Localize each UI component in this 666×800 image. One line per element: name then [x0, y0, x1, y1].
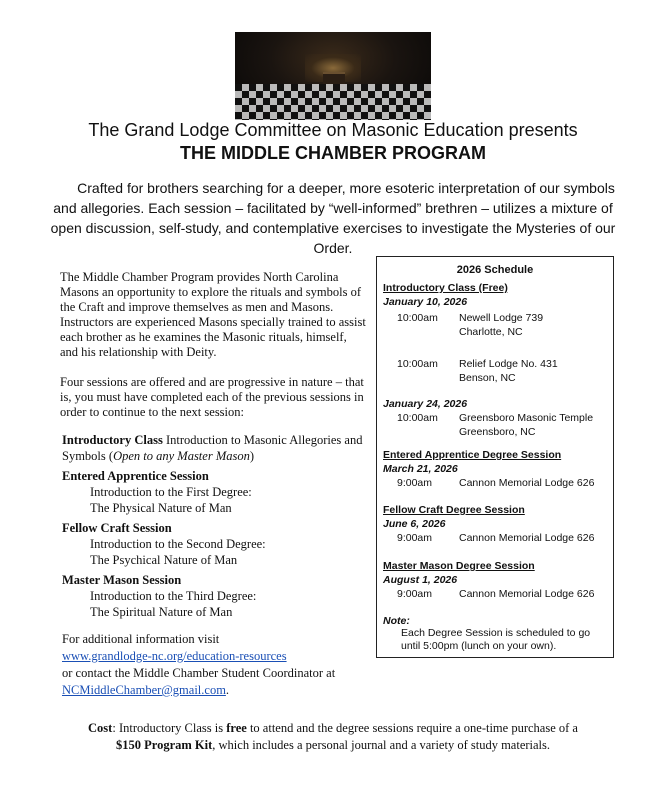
website-link[interactable]: www.grandlodge-nc.org/education-resources [62, 649, 287, 663]
contact-line: For additional information visit [62, 632, 220, 646]
cost-free: free [226, 721, 247, 735]
schedule-time: 9:00am [397, 532, 433, 544]
session-name: Entered Apprentice Session [62, 469, 209, 483]
cost-label: Cost [88, 721, 113, 735]
session-line: The Psychical Nature of Man [90, 553, 238, 567]
schedule-time: 10:00am [397, 358, 438, 370]
schedule-city: Greensboro, NC [459, 426, 536, 438]
schedule-location: Newell Lodge 739 [459, 312, 544, 324]
schedule-box [376, 256, 614, 658]
schedule-time: 10:00am [397, 412, 438, 424]
session-master-mason [62, 572, 372, 620]
email-suffix: . [225, 683, 230, 697]
schedule-time: 9:00am [397, 477, 433, 489]
cost-text: to attend and the degree sessions require a one-time purchase of a [246, 721, 578, 735]
session-line: The Spiritual Nature of Man [90, 605, 233, 619]
session-line: The Physical Nature of Man [90, 501, 232, 515]
intro-text: Crafted for brothers searching for a deeper, more esoteric interpretation of our symbols and allegories. Each session – facilitated by “well-informed” brethren – utilizes a mixture of open discussion, self-study, and contemplative exercises to investigate the Mysteries of our Order. [50, 180, 616, 256]
session-close: ) [249, 449, 255, 463]
session-name: Master Mason Session [62, 573, 182, 587]
schedule-date: January 24, 2026 [383, 398, 468, 410]
schedule-location: Cannon Memorial Lodge 626 [459, 532, 595, 544]
note-text: Each Degree Session is scheduled to go until 5:00pm (lunch on your own). [401, 627, 591, 652]
schedule-master-mason [383, 559, 609, 601]
session-fellow-craft [62, 520, 372, 568]
schedule-location: Relief Lodge No. 431 [459, 358, 558, 370]
schedule-date: March 21, 2026 [383, 463, 458, 475]
cost-text: : Introductory Class is [112, 721, 227, 735]
contact-info [62, 631, 382, 699]
session-name: Introductory Class [62, 433, 163, 447]
program-description [60, 270, 366, 420]
schedule-location: Cannon Memorial Lodge 626 [459, 588, 595, 600]
description-paragraph-2: Four sessions are offered and are progressive in nature – that is, you must have completed each of the previous sessions in order to continue to the next session: [60, 375, 364, 419]
session-line: Introduction to the Third Degree: [90, 589, 257, 603]
schedule-location: Greensboro Masonic Temple [459, 412, 594, 424]
description-paragraph-1: The Middle Chamber Program provides North Carolina Masons an opportunity to explore the rituals and symbols of the Craft and improve themselves as men and Masons. Instructors are experienced Masons specially trained to assist each brother as he examines the Masonic rituals, himself, and his relationship with Deity. [60, 270, 366, 359]
contact-line: or contact the Middle Chamber Student Coordinator at [62, 666, 336, 680]
session-line: Introduction to the First Degree: [90, 485, 252, 499]
note-label: Note: [383, 615, 410, 627]
schedule-date: August 1, 2026 [383, 574, 458, 586]
hero-image [235, 32, 431, 120]
intro-paragraph [50, 178, 616, 258]
schedule-heading: Master Mason Degree Session [383, 560, 535, 572]
session-introductory [62, 432, 372, 464]
cost-kit: $150 Program Kit [115, 738, 213, 752]
schedule-heading: Fellow Craft Degree Session [383, 504, 525, 516]
schedule-entered-apprentice [383, 448, 609, 490]
cost-paragraph [40, 720, 626, 754]
schedule-heading: Introductory Class (Free) [383, 282, 508, 294]
page-title: THE MIDDLE CHAMBER PROGRAM [180, 143, 486, 163]
session-name: Fellow Craft Session [62, 521, 172, 535]
sessions-list [62, 432, 372, 624]
schedule-date: June 6, 2026 [383, 518, 446, 530]
schedule-heading: Entered Apprentice Degree Session [383, 449, 562, 461]
schedule-introductory [383, 281, 609, 439]
schedule-note [383, 615, 609, 653]
presents-line: The Grand Lodge Committee on Masonic Education presents [88, 120, 578, 140]
session-line: Introduction to the Second Degree: [90, 537, 266, 551]
checkered-floor [235, 84, 431, 120]
schedule-time: 9:00am [397, 588, 433, 600]
schedule-city: Charlotte, NC [459, 326, 523, 338]
session-entered-apprentice [62, 468, 372, 516]
email-link[interactable]: NCMiddleChamber@gmail.com [62, 683, 226, 697]
schedule-time: 10:00am [397, 312, 438, 324]
session-note: Open to any Master Mason [113, 449, 250, 463]
session-desc: Introduction to Masonic Allegories and Symbols ( [62, 433, 363, 463]
schedule-location: Cannon Memorial Lodge 626 [459, 477, 595, 489]
schedule-title: 2026 Schedule [456, 264, 534, 276]
cost-text: , which includes a personal journal and a variety of study materials. [212, 738, 551, 752]
schedule-city: Benson, NC [459, 372, 516, 384]
schedule-fellow-craft [383, 503, 609, 545]
schedule-date: January 10, 2026 [383, 296, 468, 308]
